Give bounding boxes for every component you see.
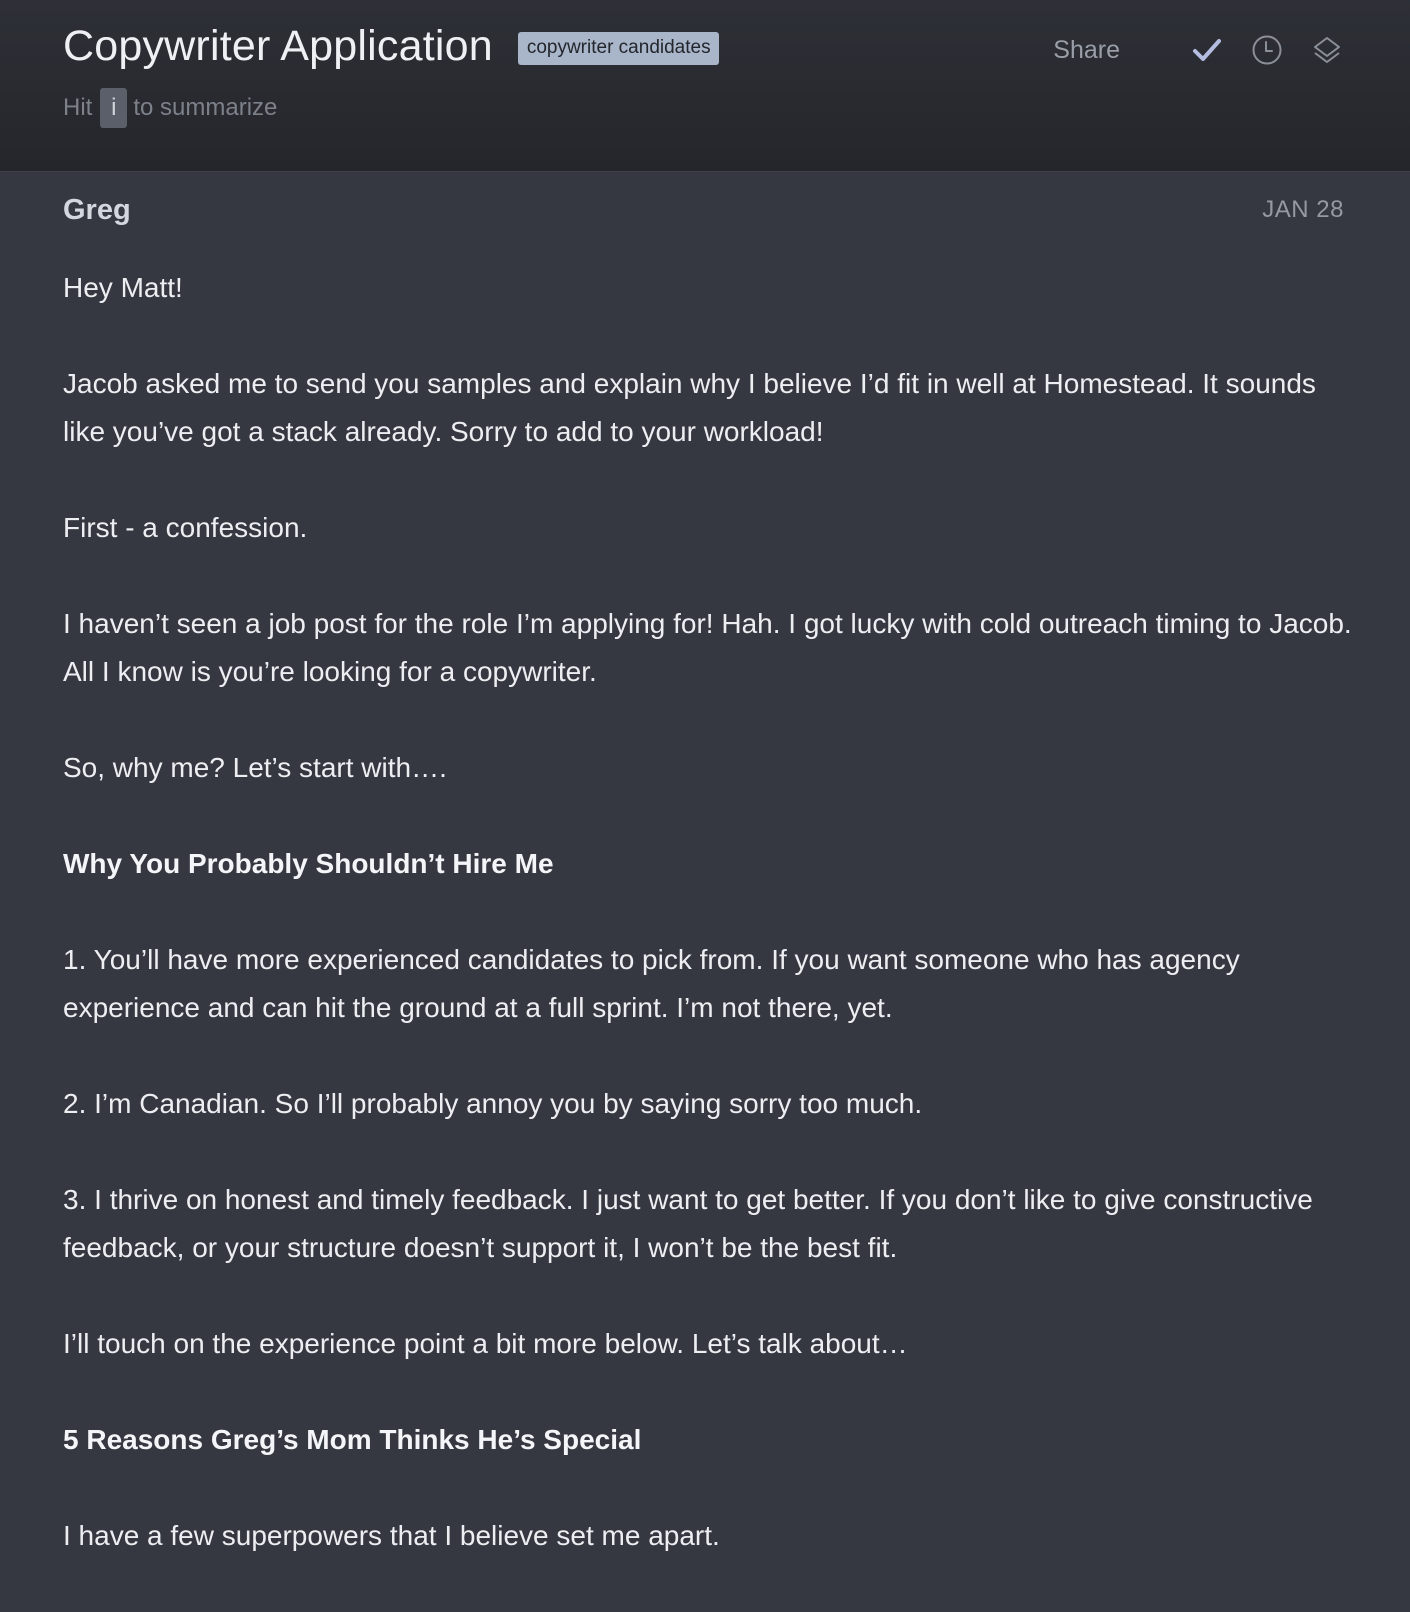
email-subject: Copywriter Application <box>63 22 493 70</box>
summarize-hint <box>63 88 277 128</box>
message-paragraph: 2. I’m Canadian. So I’ll probably annoy you by saying sorry too much. <box>63 1088 923 1119</box>
hint-key[interactable]: i <box>100 88 127 128</box>
message-body <box>63 264 1353 1608</box>
layers-icon[interactable] <box>1310 33 1344 67</box>
subject-row <box>63 20 719 72</box>
hint-suffix: to summarize <box>133 94 278 121</box>
hint-prefix: Hit <box>63 94 93 121</box>
message-paragraph: I have a few superpowers that I believe set me apart. <box>63 1520 720 1551</box>
share-button[interactable]: Share <box>1053 35 1120 64</box>
section-heading: Why You Probably Shouldn’t Hire Me <box>63 848 554 879</box>
message-paragraph: So, why me? Let’s start with…. <box>63 752 447 783</box>
sender-name[interactable]: Greg <box>63 193 131 226</box>
message-paragraph: I haven’t seen a job post for the role I’m applying for! Hah. I got lucky with cold outreach timing to Jacob. All I know is you’re looking for a copywriter. <box>63 608 1352 687</box>
message-paragraph: First - a confession. <box>63 512 308 543</box>
message-date: JAN 28 <box>1262 196 1344 223</box>
section-heading: 5 Reasons Greg’s Mom Thinks He’s Special <box>63 1424 642 1455</box>
message-paragraph: 1. You’ll have more experienced candidates to pick from. If you want someone who has agency experience and can hit the ground at a full sprint. I’m not there, yet. <box>63 944 1240 1023</box>
message-paragraph: I’ll touch on the experience point a bit more below. Let’s talk about… <box>63 1328 908 1359</box>
label-badge[interactable]: copywriter candidates <box>518 32 719 65</box>
message-paragraph: 3. I thrive on honest and timely feedback. I just want to get better. If you don’t like to give constructive feedback, or your structure doesn’t support it, I won’t be the best fit. <box>63 1184 1313 1263</box>
message-paragraph: Hey Matt! <box>63 272 183 303</box>
header-actions <box>1053 28 1344 72</box>
message-meta <box>63 190 1344 230</box>
checkmark-icon[interactable] <box>1190 33 1224 67</box>
email-header <box>0 0 1410 172</box>
clock-icon[interactable] <box>1250 33 1284 67</box>
message-paragraph: Jacob asked me to send you samples and explain why I believe I’d fit in well at Homestead. It sounds like you’ve got a stack already. Sorry to add to your workload! <box>63 368 1316 447</box>
